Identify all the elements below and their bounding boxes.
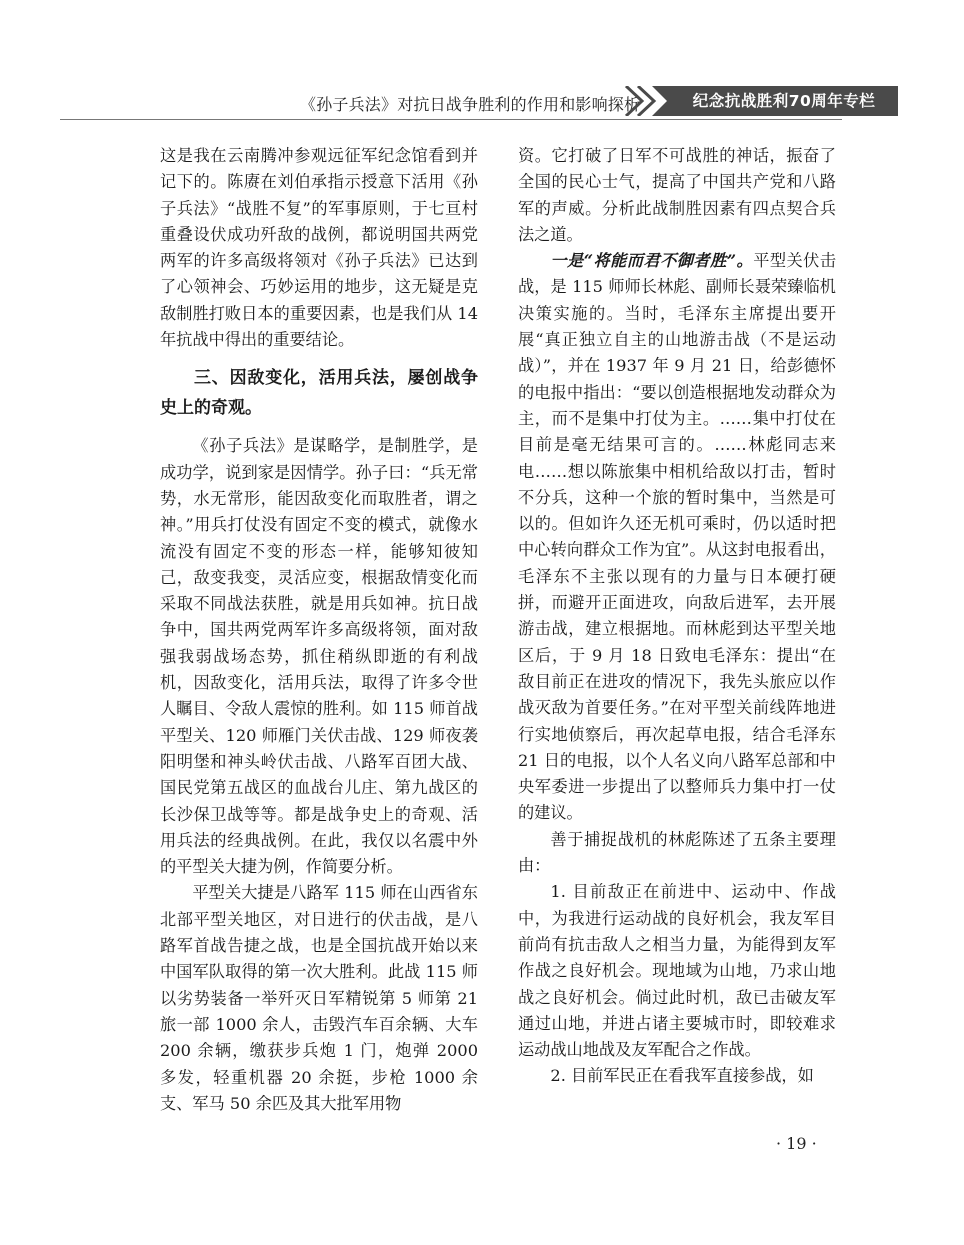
double-chevron-icon: [622, 86, 672, 116]
header-divider: [60, 119, 842, 120]
header-article-title: 《孙子兵法》对抗日战争胜利的作用和影响探析: [300, 95, 641, 114]
page-number: · 19 ·: [776, 1134, 817, 1153]
right-paragraph-2-body: 平型关伏击战，是 115 师师长林彪、副师长聂荣臻临机决策实施的。当时，毛泽东主席提出要开展“真正独立自主的山地游击战（不是运动战）”，并在 1937 年 9 月 21 日，给彭德怀的电报中指出：“要以创造根据地发动群众为主，而不是集中打仗为主。……集中打仗在目前是毫无结果可言的。……林彪同志来电……想以陈旅集中相机给敌以打击，暂时不分兵，这种一个旅的暂时集中，当然是可以的。但如许久还无机可乘时，仍以适时把中心转向群众工作为宜”。从这封电报看出，毛泽东不主张以现有的力量与日本硬打硬拼，而避开正面进攻，向敌后进军，去开展游击战，建立根据地。而林彪到达平型关地区后，于 9 月 18 日致电毛泽东：提出“在敌目前正在进攻的情况下，我先头旅应以作战灭敌为首要任务。”在对平型关前线阵地进行实地侦察后，再次起草电报，结合毛泽东 21 日的电报，以个人名义向八路军总部和中央军委进一步提出了以整师兵力集中打一仗的建议。: [518, 251, 837, 823]
right-paragraph-5: 2. 目前军民正在看我军直接参战，如: [550, 1066, 814, 1086]
running-header: [60, 86, 876, 116]
left-paragraph-1: 这是我在云南腾冲参观远征军纪念馆看到并记下的。陈赓在刘伯承指示授意下活用《孙子兵法》“战胜不复”的军事原则，于七亘村重叠设伏成功歼敌的战例，都说明国共两党两军的许多高级将领对《孙子兵法》已达到了心领神会、巧妙运用的地步，这无疑是克敌制胜打败日本的重要因素，也是我们从 14 年抗战中得出的重要结论。: [160, 146, 478, 350]
section-heading-text: 三、因敌变化，活用兵法，屡创战争史上的奇观。: [160, 368, 478, 419]
column-badge: 纪念抗战胜利70周年专栏: [670, 86, 898, 116]
right-paragraph-2: [518, 248, 836, 827]
right-column: [518, 143, 836, 1090]
left-paragraph-2: 《孙子兵法》是谋略学，是制胜学，是成功学，说到家是因情学。孙子曰：“兵无常势，水无常形，能因敌变化而取胜者，谓之神。”用兵打仗没有固定不变的模式，就像水流没有固定不变的形态一样，能够知彼知己，敌变我变，灵活应变，根据敌情变化而采取不同战法获胜，就是用兵如神。抗日战争中，国共两党两军许多高级将领，面对敌强我弱战场态势，抓住稍纵即逝的有利战机，因敌变化，活用兵法，取得了许多令世人瞩目、令敌人震惊的胜利。如 115 师首战平型关、120 师雁门关伏击战、129 师夜袭阳明堡和神头岭伏击战、八路军百团大战、国民党第五战区的血战台儿庄、第九战区的长沙保卫战等等。都是战争史上的奇观、活用兵法的经典战例。在此，我仅以名震中外的平型关大捷为例，作简要分析。: [160, 436, 478, 877]
right-paragraph-3: 善于捕捉战机的林彪陈述了五条主要理由：: [518, 829, 836, 876]
left-paragraph-3: 平型关大捷是八路军 115 师在山西省东北部平型关地区，对日进行的伏击战，是八路军首战告捷之战，也是全国抗战开始以来中国军队取得的第一次大胜利。此战 115 师以劣势装备一举歼灭日军精锐第 5 师第 21 旅一部 1000 余人，击毁汽车百余辆、大车 200 余辆，缴获步兵炮 1 门，炮弹 2000 多发，轻重机器 20 余挺，步枪 1000 余支、军马 50 余匹及其大批军用物: [160, 883, 478, 1113]
section-heading: [160, 363, 478, 423]
left-column: [160, 143, 478, 1117]
right-paragraph-2-lead: 一是“将能而君不御者胜”。: [550, 251, 754, 271]
right-paragraph-1: 资。它打破了日军不可战胜的神话，振奋了全国的民心士气，提高了中国共产党和八路军的声威。分析此战制胜因素有四点契合兵法之道。: [518, 146, 836, 244]
right-paragraph-4: 1. 目前敌正在前进中、运动中、作战中，为我进行运动战的良好机会，我友军目前尚有抗击敌人之相当力量，为能得到友军作战之良好机会。现地域为山地，乃求山地战之良好机会。倘过此时机，敌已击破友军通过山地，并进占诸主要城市时，即较难求运动战山地战及友军配合之作战。: [518, 882, 836, 1060]
